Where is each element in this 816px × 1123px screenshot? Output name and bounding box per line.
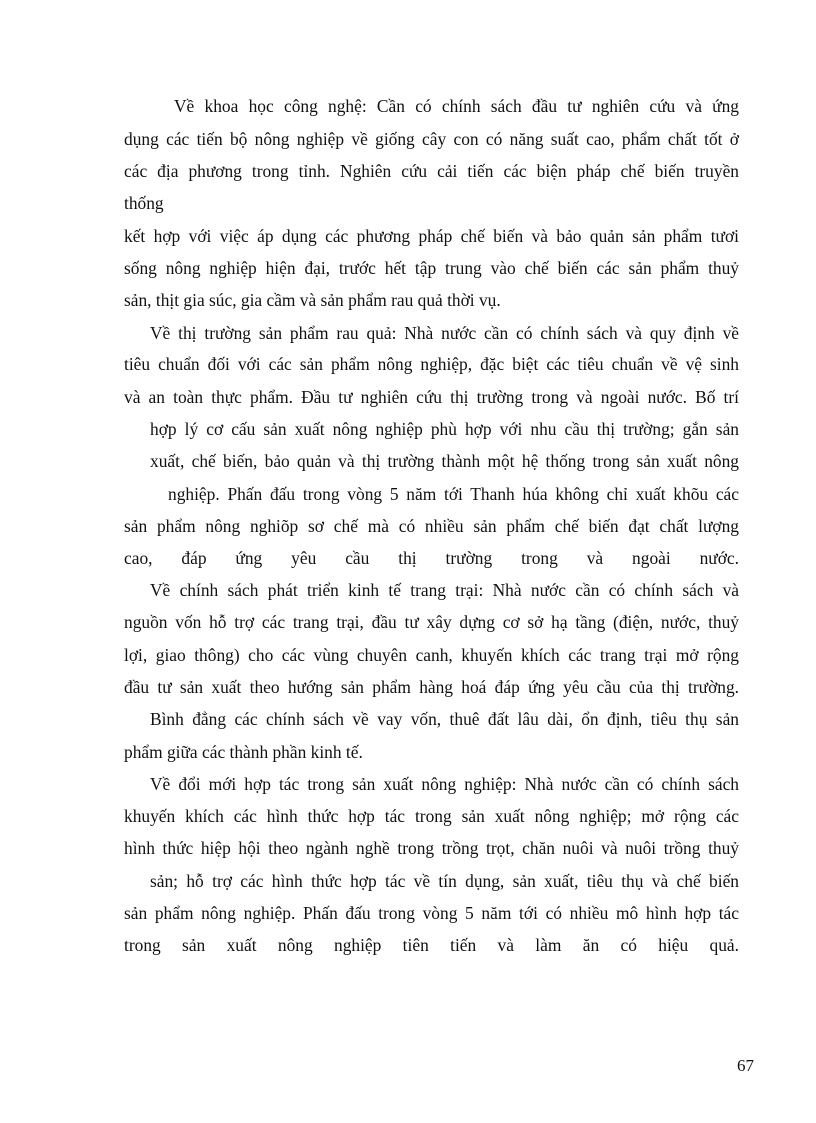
text-line: hình thức hiệp hội theo ngành nghề trong trồng trọt, chăn nuôi và nuôi trồng thuỷ (124, 838, 739, 858)
text-line: nghiệp. Phấn đấu trong vòng 5 năm tới Thanh húa không chỉ xuất khõu các (168, 484, 739, 504)
text-line: nguồn vốn hỗ trợ các trang trại, đầu tư xây dựng cơ sở hạ tầng (điện, nước, thuỷ (124, 612, 739, 632)
text-line: xuất, chế biến, bảo quản và thị trường thành một hệ thống trong sản xuất nông (150, 451, 739, 471)
text-line: Về chính sách phát triển kinh tế trang trại: Nhà nước cần có chính sách và (150, 580, 739, 600)
text-line: lợi, giao thông) cho các vùng chuyên canh, khuyến khích các trang trại mở rộng (124, 645, 739, 665)
text-line: thống (124, 193, 164, 213)
text-line: khuyến khích các hình thức hợp tác trong sản xuất nông nghiệp; mở rộng các (124, 806, 739, 826)
page-number: 67 (737, 1056, 754, 1075)
text-line: Về khoa học công nghệ: Cần có chính sách đầu tư nghiên cứu và ứng (174, 96, 739, 116)
text-line: trong sản xuất nông nghiệp tiên tiến và làm ăn có hiệu quả. (124, 935, 739, 955)
text-line: Về thị trường sản phẩm rau quả: Nhà nước cần có chính sách và quy định về (150, 323, 739, 343)
text-line: các địa phương trong tỉnh. Nghiên cứu cải tiến các biện pháp chế biến truyền (124, 161, 739, 181)
text-line: sản phẩm nông nghiệp. Phấn đấu trong vòng 5 năm tới có nhiều mô hình hợp tác (124, 903, 739, 923)
text-line: sống nông nghiệp hiện đại, trước hết tập trung vào chế biến các sản phẩm thuỷ (124, 258, 739, 278)
text-line: hợp lý cơ cấu sản xuất nông nghiệp phù hợp với nhu cầu thị trường; gắn sản (150, 419, 739, 439)
text-line: phẩm giữa các thành phần kinh tế. (124, 742, 363, 762)
text-line: cao, đáp ứng yêu cầu thị trường trong và ngoài nước. (124, 548, 739, 568)
text-line: đầu tư sản xuất theo hướng sản phẩm hàng hoá đáp ứng yêu cầu của thị trường. (124, 677, 739, 697)
text-line: sản phẩm nông nghiõp sơ chế mà có nhiều sản phẩm chế biến đạt chất lượng (124, 516, 739, 536)
text-line: Bình đẳng các chính sách về vay vốn, thuê đất lâu dài, ổn định, tiêu thụ sản (150, 709, 739, 729)
text-line: kết hợp với việc áp dụng các phương pháp chế biến và bảo quản sản phẩm tươi (124, 226, 739, 246)
text-line: Về đổi mới hợp tác trong sản xuất nông nghiệp: Nhà nước cần có chính sách (150, 774, 739, 794)
text-line: sản, thịt gia súc, gia cầm và sản phẩm rau quả thời vụ. (124, 290, 501, 310)
text-line: dụng các tiến bộ nông nghiệp về giống cây con có năng suất cao, phẩm chất tốt ở (124, 129, 739, 149)
text-line: và an toàn thực phẩm. Đầu tư nghiên cứu thị trường trong và ngoài nước. Bố trí (124, 387, 739, 407)
text-line: tiêu chuẩn đối với các sản phẩm nông nghiệp, đặc biệt các tiêu chuẩn về vệ sinh (124, 354, 739, 374)
text-line: sản; hỗ trợ các hình thức hợp tác về tín dụng, sản xuất, tiêu thụ và chế biến (150, 871, 739, 891)
